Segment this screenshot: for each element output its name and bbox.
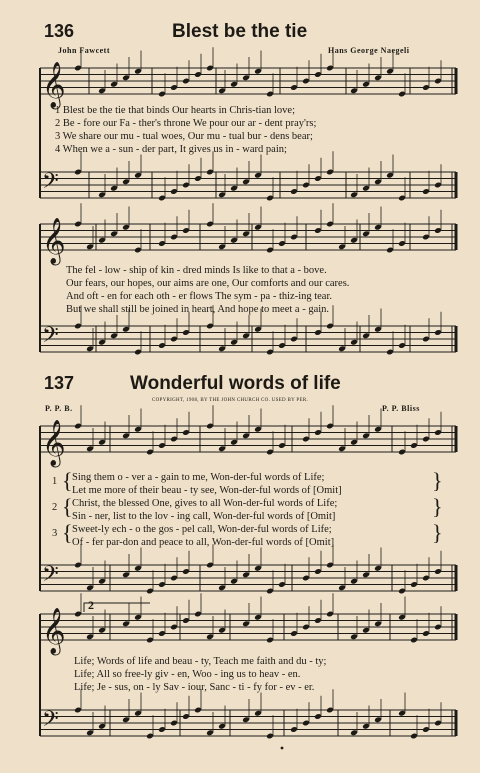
brace-icon: { (62, 494, 73, 519)
hymn-137-copyright: COPYRIGHT, 1908, BY THE JOHN CHURCH CO. USED BY PER. (152, 398, 309, 403)
lyric-line: Christ, the blessed One, gives to all Won-der-ful words of Life; (72, 498, 338, 509)
hymn-137-number: 137 (44, 373, 75, 393)
hymn-136-composer: Hans George Naegeli (328, 46, 410, 55)
lyric-line: Of - fer par-don and peace to all, Won-der-ful words of [Omit] (72, 537, 335, 548)
lyric-line: The fel - low - ship of kin - dred minds Is like to that a - bove. (66, 265, 327, 276)
bass-clef-icon: 𝄢 (42, 323, 59, 353)
lyric-line: And oft - en for each oth - er flows The sym - pa - thiz-ing tear. (66, 291, 333, 302)
brace-icon: } (432, 520, 443, 545)
brace-icon: { (62, 520, 73, 545)
verse-number: 1 (52, 476, 58, 487)
bass-clef-icon: 𝄢 (42, 707, 59, 737)
page-dot (281, 747, 284, 750)
bass-clef-icon: 𝄢 (42, 562, 59, 592)
hymn-137-title: Wonderful words of life (130, 373, 341, 394)
lyric-line: But we shall still be joined in heart, And hope to meet a - gain. (66, 304, 330, 315)
hymn-137-composer: P. P. Bliss (382, 404, 420, 413)
hymn-136-system-2-lyrics (66, 264, 349, 316)
lyric-line: 3 We share our mu - tual woes, Our mu - tual bur - dens bear; (55, 131, 313, 142)
lyric-line: Our fears, our hopes, our aims are one, Our comforts and our cares. (66, 278, 350, 289)
lyric-line: 4 When we a - sun - der part, It gives us in - ward pain; (55, 144, 287, 155)
lyric-line: Sweet-ly ech - o the gos - pel call, Won-der-ful words of Life; (72, 524, 332, 535)
hymn-137-author: P. P. B. (45, 404, 73, 413)
lyric-line: 1 Blest be the tie that binds Our hearts in Chris-tian love; (55, 105, 295, 116)
hymn-136-author: John Fawcett (58, 46, 110, 55)
lyric-line: Sin - ner, list to the lov - ing call, Won-der-ful words of [Omit] (72, 511, 336, 522)
brace-icon: { (62, 468, 73, 493)
verse-number: 2 (52, 502, 58, 513)
bass-clef-icon: 𝄢 (42, 169, 59, 199)
lyric-line: Sing them o - ver a - gain to me, Won-der-ful words of Life; (72, 472, 325, 483)
lyric-line: 2 Be - fore our Fa - ther's throne We pour our ar - dent pray'rs; (55, 118, 317, 129)
second-ending-label: 2 (88, 598, 94, 612)
brace-icon: } (432, 468, 443, 493)
hymn-136-title: Blest be the tie (172, 21, 308, 42)
lyric-line: Let me more of their beau - ty see, Won-der-ful words of [Omit] (72, 485, 342, 496)
treble-clef-icon: 𝄞 (42, 62, 66, 108)
hymn-137-system-1-lyrics (72, 471, 342, 549)
treble-clef-icon: 𝄞 (42, 420, 66, 466)
hymn-136-number: 136 (44, 21, 75, 41)
verse-number: 3 (52, 528, 58, 539)
treble-clef-icon: 𝄞 (42, 218, 66, 264)
hymn-137-system-2-lyrics (74, 655, 326, 694)
lyric-line: Life; Words of life and beau - ty, Teach me faith and du - ty; (74, 656, 327, 667)
brace-icon: } (432, 494, 443, 519)
lyric-line: Life; Je - sus, on - ly Sav - iour, Sanc - ti - fy for - ev - er. (74, 682, 315, 693)
lyric-line: Life; All so free-ly giv - en, Woo - ing us to heav - en. (74, 669, 301, 680)
hymn-136-system-1-lyrics (55, 104, 316, 156)
treble-clef-icon: 𝄞 (42, 608, 66, 654)
